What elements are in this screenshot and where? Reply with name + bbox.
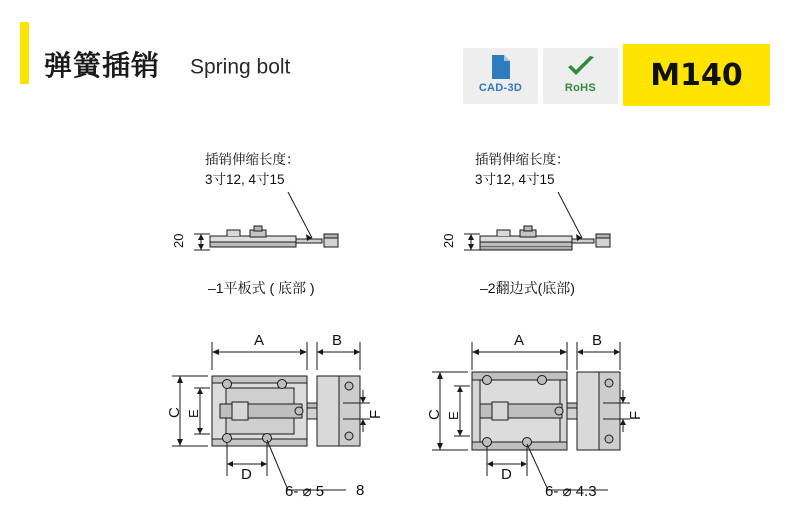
bottom-left-hole-note: 6- ⌀ 5 [285, 483, 325, 500]
drawing-bottom-right [380, 330, 720, 520]
page-title-en: Spring bolt [190, 55, 291, 79]
product-code: M140 [650, 57, 743, 93]
badge-rohs-label: RoHS [564, 82, 597, 94]
drawing-top-left [170, 150, 390, 300]
bottom-left-dim-a: A [254, 332, 265, 349]
top-left-note-line1: 插销伸缩长度： [205, 152, 300, 167]
bottom-left-dim-b: B [332, 332, 343, 349]
drawing-bottom-left [60, 330, 384, 520]
top-right-caption: –2翻边式(底部) [480, 280, 575, 296]
bottom-left-dim-c: C [166, 407, 183, 418]
bottom-right-dim-c: C [426, 409, 443, 420]
bottom-right-dim-e: E [446, 411, 461, 420]
top-right-dim-height: 20 [441, 233, 456, 248]
bottom-right-dim-a: A [514, 332, 525, 349]
page-title-cn: 弹簧插销 [44, 50, 161, 81]
top-left-caption: –1平板式 ( 底部 ) [208, 280, 315, 296]
bottom-left-plan-view-svg [60, 330, 380, 520]
badge-cad-3d-label: CAD-3D [478, 82, 523, 94]
top-right-note-line1: 插销伸缩长度： [475, 152, 570, 167]
drawing-top-right [440, 150, 660, 300]
top-left-dim-height: 20 [171, 233, 186, 248]
top-right-note-line2: 3寸12, 4寸15 [475, 172, 555, 187]
bottom-left-dim-e: E [186, 409, 201, 418]
bottom-left-dim-f: F [367, 409, 384, 419]
bottom-right-dim-f: F [627, 410, 644, 420]
bottom-right-hole-note: 6- ⌀ 4.3 [545, 483, 597, 500]
top-left-note-line2: 3寸12, 4寸15 [205, 172, 285, 187]
bottom-right-dim-b: B [592, 332, 603, 349]
bottom-left-hole-note-2: 8 [356, 482, 365, 499]
bottom-left-dim-d: D [241, 466, 252, 483]
bottom-right-dim-d: D [501, 466, 512, 483]
